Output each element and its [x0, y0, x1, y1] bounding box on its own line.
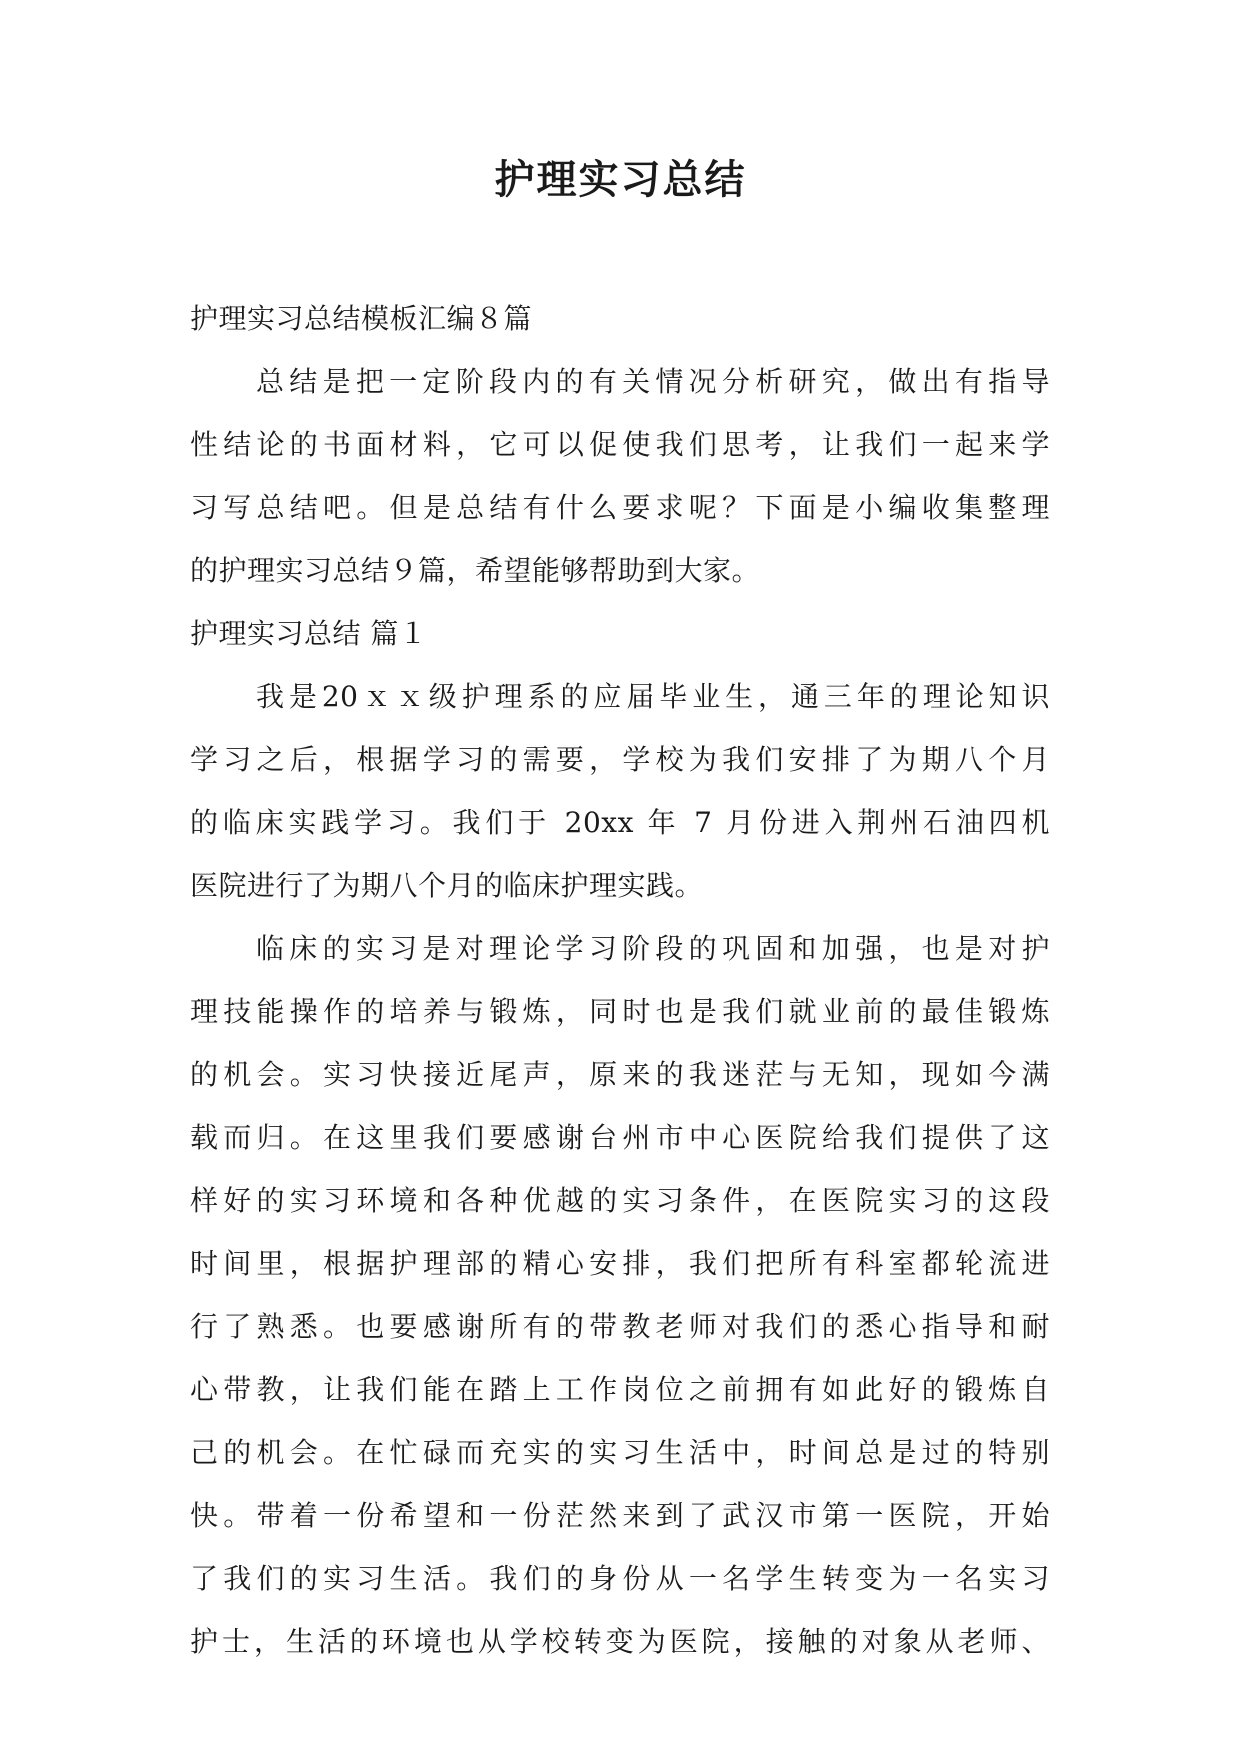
- text-line: 学习之后，根据学习的需要，学校为我们安排了为期八个月: [190, 743, 1050, 776]
- text-line: 临床的实习是对理论学习阶段的巩固和加强，也是对护: [256, 932, 1050, 965]
- text-line: 的临床实践学习。我们于 20xx 年 7 月份进入荆州石油四机: [190, 806, 1050, 839]
- text-line: 护理实习总结 篇１: [190, 617, 428, 650]
- text-line: 我是20ｘｘ级护理系的应届毕业生，通三年的理论知识: [256, 680, 1050, 713]
- text-line: 的护理实习总结９篇，希望能够帮助到大家。: [190, 554, 761, 587]
- text-line: 载而归。在这里我们要感谢台州市中心医院给我们提供了这: [190, 1121, 1050, 1154]
- text-line: 性结论的书面材料，它可以促使我们思考，让我们一起来学: [190, 428, 1050, 461]
- text-line: 护理实习总结模板汇编８篇: [190, 302, 533, 335]
- text-line: 理技能操作的培养与锻炼，同时也是我们就业前的最佳锻炼: [190, 995, 1050, 1028]
- text-line: 快。带着一份希望和一份茫然来到了武汉市第一医院，开始: [190, 1499, 1050, 1532]
- document-title: 护理实习总结: [494, 156, 747, 203]
- text-line: 心带教，让我们能在踏上工作岗位之前拥有如此好的锻炼自: [190, 1373, 1050, 1406]
- text-line: 了我们的实习生活。我们的身份从一名学生转变为一名实习: [190, 1562, 1050, 1595]
- document-body: [190, 287, 1050, 1673]
- text-line: 医院进行了为期八个月的临床护理实践。: [190, 869, 704, 902]
- text-line: 护士，生活的环境也从学校转变为医院，接触的对象从老师、: [190, 1625, 1050, 1658]
- text-line: 时间里，根据护理部的精心安排，我们把所有科室都轮流进: [190, 1247, 1050, 1280]
- text-line: 样好的实习环境和各种优越的实习条件，在医院实习的这段: [190, 1184, 1050, 1217]
- text-line: 习写总结吧。但是总结有什么要求呢？下面是小编收集整理: [190, 491, 1050, 524]
- text-line: 行了熟悉。也要感谢所有的带教老师对我们的悉心指导和耐: [190, 1310, 1050, 1343]
- text-line: 己的机会。在忙碌而充实的实习生活中，时间总是过的特别: [190, 1436, 1050, 1469]
- text-line: 的机会。实习快接近尾声，原来的我迷茫与无知，现如今满: [190, 1058, 1050, 1091]
- text-line: 总结是把一定阶段内的有关情况分析研究，做出有指导: [256, 365, 1050, 398]
